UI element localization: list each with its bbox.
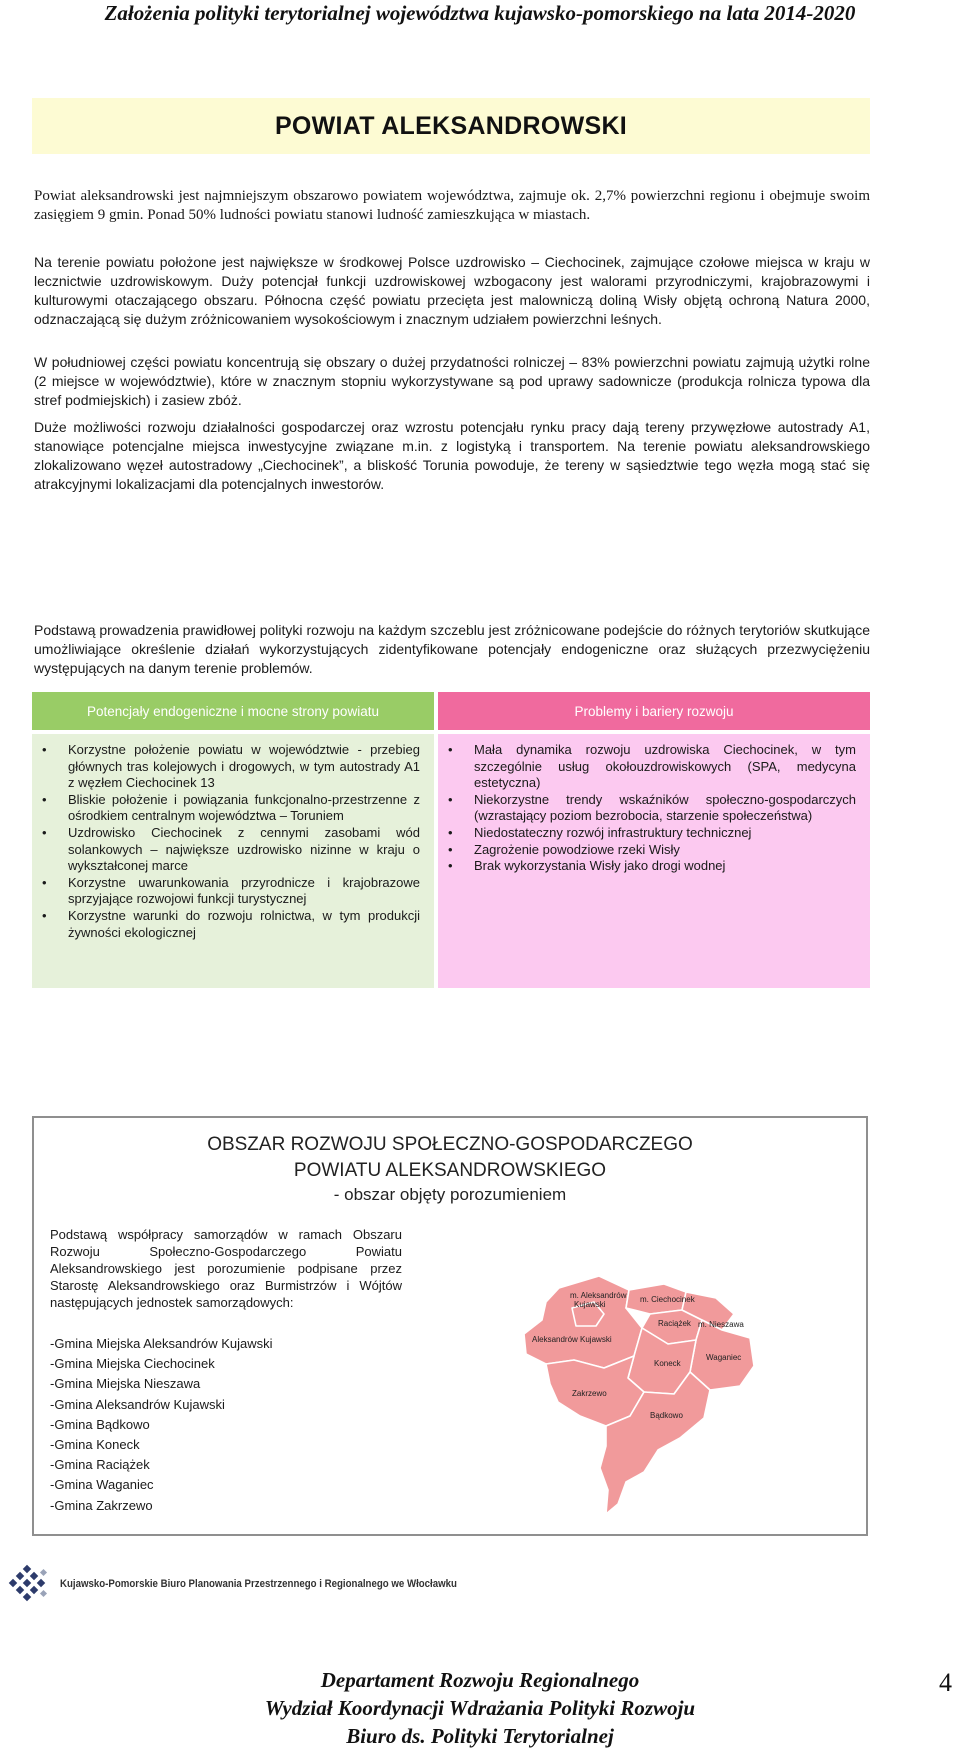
problems-list bbox=[438, 734, 870, 875]
problems-header: Problemy i bariery rozwoju bbox=[438, 692, 870, 730]
institution-logo-icon bbox=[8, 1562, 52, 1606]
map-label-nieszawa: m. Nieszawa bbox=[698, 1320, 744, 1329]
strength-item: • Korzystne położenie powiatu w województwie - przebieg głównych tras kolejowych i drogowych, w tym autostrady A1 z węzłem Ciechocinek 13 bbox=[68, 742, 420, 792]
development-area-box bbox=[32, 1116, 868, 1536]
footer-line-1: Departament Rozwoju Regionalnego bbox=[320, 1668, 640, 1692]
problem-item: • Niedostateczny rozwój infrastruktury technicznej bbox=[474, 825, 856, 842]
gmina-list bbox=[50, 1334, 273, 1516]
intro-paragraph-3: W południowej części powiatu koncentrują się obszary o dużej przydatności rolniczej – 83% powierzchni powiatu zajmują użytki rolne (2 miejsce w województwie), które w znacznym stopniu wykorzystywane są pod uprawy sadownicze (produkcja rolnicza typowa dla stref podmiejskich) i zasiew zbóż. bbox=[34, 354, 870, 408]
footer-line-3: Biuro ds. Polityki Terytorialnej bbox=[346, 1724, 614, 1748]
region-title-line-1: OBSZAR ROZWOJU SPOŁECZNO-GOSPODARCZEGO bbox=[207, 1134, 693, 1155]
problems-panel bbox=[438, 734, 870, 988]
page-number: 4 bbox=[939, 1668, 952, 1697]
region-intro-text: Podstawą współpracy samorządów w ramach Obszaru Rozwoju Społeczno-Gospodarczego Powiatu Aleksandrowskiego jest porozumienie podpisane przez Starostę Aleksandrowskiego oraz Burmistrzów i Wójtów następujących jednostek samorządowych: bbox=[50, 1227, 402, 1310]
map-label-badkowo: Bądkowo bbox=[650, 1411, 683, 1420]
strength-item: • Korzystne uwarunkowania przyrodnicze i krajobrazowe sprzyjające rozwojowi funkcji turystycznej bbox=[68, 875, 420, 908]
policy-paragraph: Podstawą prowadzenia prawidłowej polityki rozwoju na każdym szczeblu jest zróżnicowane podejście do różnych terytoriów skutkujące umożliwiające określenie działań wykorzystujących zidentyfikowane potencjały endogeniczne oraz służących przezwyciężeniu występujących na danym terenie problemów. bbox=[34, 622, 870, 676]
map-label-ak-town-2: Kujawski bbox=[574, 1300, 606, 1309]
institution-name: Kujawsko-Pomorskie Biuro Planowania Przestrzennego i Regionalnego we Włocławku bbox=[60, 1578, 457, 1590]
problem-item: • Zagrożenie powodziowe rzeki Wisły bbox=[474, 842, 856, 859]
map-label-zakrzewo: Zakrzewo bbox=[572, 1389, 607, 1398]
gmina-item: -Gmina Aleksandrów Kujawski bbox=[50, 1396, 225, 1412]
intro-paragraph-2: Na terenie powiatu położone jest największe w środkowej Polsce uzdrowisko – Ciechocinek, zajmujące czołowe miejsca w kraju w lecznictwie uzdrowiskowym. Duży potencjał funkcji uzdrowiskowej wzbogacony jest walorami przyrodniczymi, krajobrazowymi i kulturowymi otaczającego obszaru. Północna część powiatu przecięta jest malowniczą doliną Wisły objętą ochroną Natura 2000, odznaczającą się dużym zróżnicowaniem wysokościowym i znacznym udziałem powierzchni leśnych. bbox=[34, 254, 870, 327]
county-title: POWIAT ALEKSANDROWSKI bbox=[274, 111, 628, 140]
map-label-ak-rural: Aleksandrów Kujawski bbox=[532, 1335, 612, 1344]
county-title-banner bbox=[32, 98, 870, 154]
map-label-koneck: Koneck bbox=[654, 1359, 681, 1368]
county-map bbox=[454, 1268, 834, 1518]
intro-paragraph-4: Duże możliwości rozwoju działalności gospodarczej oraz wzrostu potencjału rynku pracy dają tereny przywęzłowe autostrady A1, stanowiące potencjalne miejsca inwestycyjne związane m.in. z logistyką i transportem. Na terenie powiatu aleksandrowskiego zlokalizowano węzeł autostradowy „Ciechocinek”, a bliskość Torunia powoduje, że tereny w sąsiedztwie tego węzła mogą stać się atrakcyjnymi lokalizacjami dla potencjalnych inwestorów. bbox=[34, 419, 870, 492]
strength-item: • Uzdrowisko Ciechocinek z cennymi zasobami wód solankowych – największe uzdrowisko nizinne w kraju o wykształconej marce bbox=[68, 825, 420, 875]
strength-item: • Bliskie położenie i powiązania funkcjonalno-przestrzenne z ośrodkiem centralnym województwa – Toruniem bbox=[68, 792, 420, 825]
gmina-item: -Gmina Koneck bbox=[50, 1437, 140, 1453]
strengths-header: Potencjały endogeniczne i mocne strony powiatu bbox=[32, 692, 434, 730]
strengths-list bbox=[32, 734, 434, 941]
problem-item: • Niekorzystne trendy wskaźników społeczno-gospodarczych (wzrastający poziom bezrobocia, starzenie społeczeństwa) bbox=[474, 792, 856, 825]
map-label-waganiec: Waganiec bbox=[706, 1353, 742, 1362]
region-subtitle: - obszar objęty porozumieniem bbox=[333, 1185, 567, 1204]
map-label-ak-town-1: m. Aleksandrów bbox=[570, 1291, 627, 1300]
problem-item: • Mała dynamika rozwoju uzdrowiska Ciechocinek, w tym szczególnie usług okołouzdrowiskowych (SPA, medycyna estetyczna) bbox=[474, 742, 856, 792]
map-label-raciazek: Raciążek bbox=[658, 1319, 691, 1328]
intro-paragraph-1: Powiat aleksandrowski jest najmniejszym obszarowo powiatem województwa, zajmuje ok. 2,7% powierzchni regionu i obejmuje swoim zasięgiem 9 gmin. Ponad 50% ludności powiatu stanowi ludność zamieszkująca w miastach. bbox=[34, 188, 870, 223]
gmina-item: -Gmina Miejska Aleksandrów Kujawski bbox=[50, 1336, 273, 1351]
strength-item: • Korzystne warunki do rozwoju rolnictwa, w tym produkcji żywności ekologicznej bbox=[68, 908, 420, 941]
gmina-item: -Gmina Waganiec bbox=[50, 1477, 154, 1493]
institution-logo-row bbox=[8, 1562, 511, 1606]
strengths-panel bbox=[32, 734, 434, 988]
problem-item: • Brak wykorzystania Wisły jako drogi wodnej bbox=[474, 858, 856, 875]
footer-block bbox=[0, 1666, 960, 1750]
region-title-line-2: POWIATU ALEKSANDROWSKIEGO bbox=[293, 1160, 607, 1181]
map-label-ciechocinek: m. Ciechocinek bbox=[640, 1295, 695, 1304]
gmina-item: -Gmina Miejska Ciechocinek bbox=[50, 1356, 215, 1372]
gmina-item: -Gmina Bądkowo bbox=[50, 1416, 150, 1432]
footer-line-2: Wydział Koordynacji Wdrażania Polityki Rozwoju bbox=[264, 1696, 696, 1720]
gmina-item: -Gmina Zakrzewo bbox=[50, 1497, 153, 1513]
gmina-item: -Gmina Raciążek bbox=[50, 1457, 150, 1473]
gmina-item: -Gmina Miejska Nieszawa bbox=[50, 1376, 201, 1392]
document-header-title: Założenia polityki terytorialnej województwa kujawsko-pomorskiego na lata 2014-2020 bbox=[104, 1, 856, 25]
